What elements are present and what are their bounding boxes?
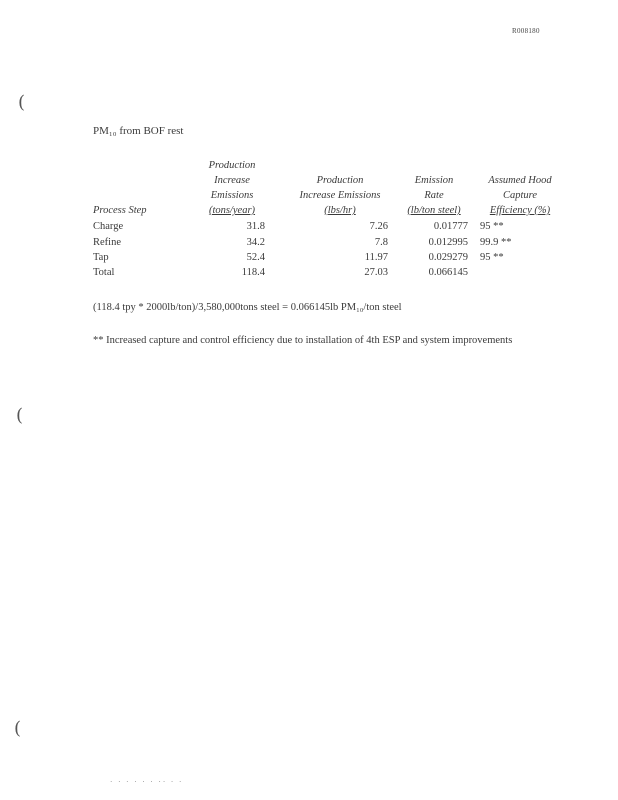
cell-process-step: Charge [93,221,124,232]
header-line: Production [316,175,364,186]
header-line: Assumed Hood [488,175,552,186]
table-row [0,237,600,252]
header-line: Increase Emissions [299,190,381,201]
cell-rate: 0.066145 [428,267,468,278]
cell-production: 7.8 [374,237,388,248]
cell-process-step: Tap [93,252,109,263]
cell-capture: 95 ** [480,221,504,232]
cell-increase: 118.4 [241,267,265,278]
margin-mark-top: ( [18,92,26,113]
header-production-emissions [285,173,395,218]
cell-increase: 31.8 [246,221,265,232]
cell-increase: 34.2 [246,237,265,248]
cell-rate: 0.029279 [428,252,468,263]
header-line: Rate [424,190,444,201]
header-line: (lbs/hr) [324,205,356,216]
calculation-line: (118.4 tpy * 2000lb/ton)/3,580,000tons steel = 0.066145lb PM₁₀/ton steel [93,302,402,313]
cell-capture: 95 ** [480,252,504,263]
header-line: Emissions [210,190,254,201]
page-identifier: R008180 [512,27,540,35]
margin-mark-bottom: ( [14,718,22,739]
cell-rate: 0.01777 [433,221,468,232]
bottom-marks: · · · · · · ·· · · [110,778,184,786]
header-line: Efficiency (%) [489,205,551,216]
header-line: Increase [214,175,250,186]
table-row [0,252,600,267]
cell-production: 27.03 [364,267,388,278]
cell-process-step: Refine [93,237,121,248]
cell-process-step: Total [93,267,115,278]
cell-capture: 99.9 ** [480,237,512,248]
cell-increase: 52.4 [246,252,265,263]
header-line: Production [208,160,256,171]
header-line: (lb/ton steel) [407,205,461,216]
header-line: Emission [414,175,454,186]
section-title: PM₁₀ from BOF rest [93,125,184,137]
header-line: Capture [502,190,538,201]
header-capture-efficiency [474,173,566,218]
header-increase-emissions [196,158,268,218]
table-row [0,221,600,236]
cell-production: 7.26 [369,221,388,232]
table-row [0,267,600,282]
header-line: (tons/year) [208,205,256,216]
header-process-step: Process Step [93,205,147,216]
cell-rate: 0.012995 [428,237,468,248]
footnote: ** Increased capture and control efficiency due to installation of 4th ESP and system improvements [93,335,513,346]
cell-production: 11.97 [364,252,388,263]
header-emission-rate [392,173,476,218]
margin-mark-middle: ( [16,405,24,426]
